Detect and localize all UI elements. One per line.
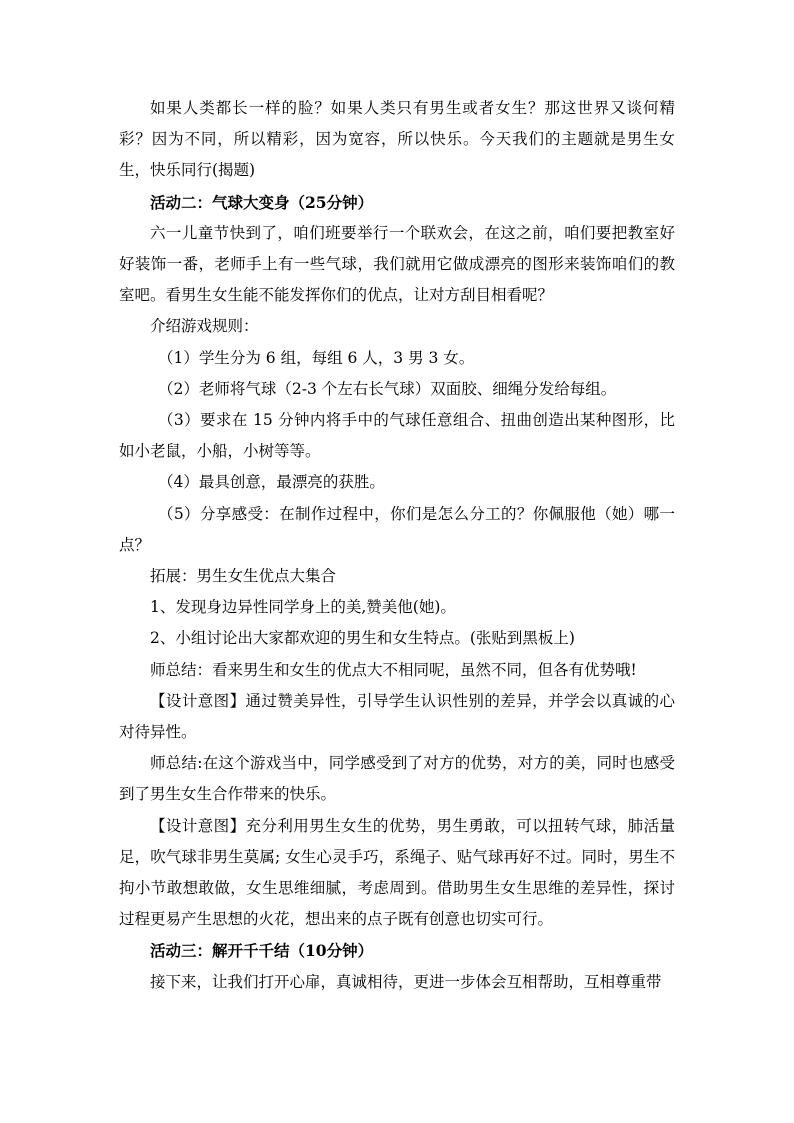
paragraph-activity-2-intro: 六一儿童节快到了，咱们班要举行一个联欢会，在这之前，咱们要把教室好好装饰一番，老师手上有一些气球，我们就用它做成漂亮的图形来装饰咱们的教室吧。看男生女生能不能发挥你们的优点，让对方刮目相看呢？ [119, 223, 675, 305]
paragraph-teacher-summary-2: 师总结:在这个游戏当中，同学感受到了对方的优势，对方的美，同时也感受到了男生女生合作带来的快乐。 [119, 754, 675, 804]
paragraph-activity-3-intro: 接下来，让我们打开心扉，真诚相待，更进一步体会互相帮助，互相尊重带 [150, 972, 662, 991]
paragraph-intro: 如果人类都长一样的脸？如果人类只有男生或者女生？那这世界又谈何精彩？因为不同，所以精彩，因为宽容，所以快乐。今天我们的主题就是男生女生，快乐同行(揭题) [119, 99, 675, 180]
section-heading-activity-3: 活动三：解开千千结（10分钟） [150, 941, 374, 961]
paragraph-extension-1: 1、发现身边异性同学身上的美,赞美他(她)。 [150, 598, 456, 617]
paragraph-design-intent-1: 【设计意图】通过赞美异性，引导学生认识性别的差异，并学会以真诚的心对待异性。 [119, 691, 675, 742]
paragraph-design-intent-2: 【设计意图】充分利用男生女生的优势，男生勇敢，可以扭转气球，肺活量足，吹气球非男生莫属; 女生心灵手巧，系绳子、贴气球再好不过。同时，男生不拘小节敢想敢做，女生思维细腻，考虑周到。借助男生女生思维的差异性，探讨过程更易产生思想的火花，想出来的点子既有创意也切实可行。 [119, 816, 675, 929]
rule-item-3: （3）要求在 15 分钟内将手中的气球任意组合、扭曲创造出某种图形，比如小老鼠，小船，小树等等。 [119, 411, 675, 461]
paragraph-teacher-summary-1: 师总结：看来男生和女生的优点大不相同呢，虽然不同，但各有优势哦! [150, 660, 637, 679]
rule-item-5: （5）分享感受：在制作过程中，你们是怎么分工的？你佩服他（她）哪一点？ [119, 504, 675, 554]
paragraph-rules-title: 介绍游戏规则： [150, 317, 259, 336]
rule-item-4: （4）最具创意，最漂亮的获胜。 [158, 473, 385, 492]
paragraph-extension-2: 2、小组讨论出大家都欢迎的男生和女生特点。(张贴到黑板上) [150, 629, 575, 648]
section-heading-activity-2: 活动二：气球大变身（25分钟） [150, 192, 374, 212]
rule-item-2: （2）老师将气球（2-3 个左右长气球）双面胶、细绳分发给每组。 [158, 379, 617, 398]
document-page [119, 93, 675, 998]
paragraph-extension-title: 拓展：男生女生优点大集合 [150, 567, 337, 586]
rule-item-1: （1）学生分为 6 组，每组 6 人，3 男 3 女。 [158, 348, 475, 367]
